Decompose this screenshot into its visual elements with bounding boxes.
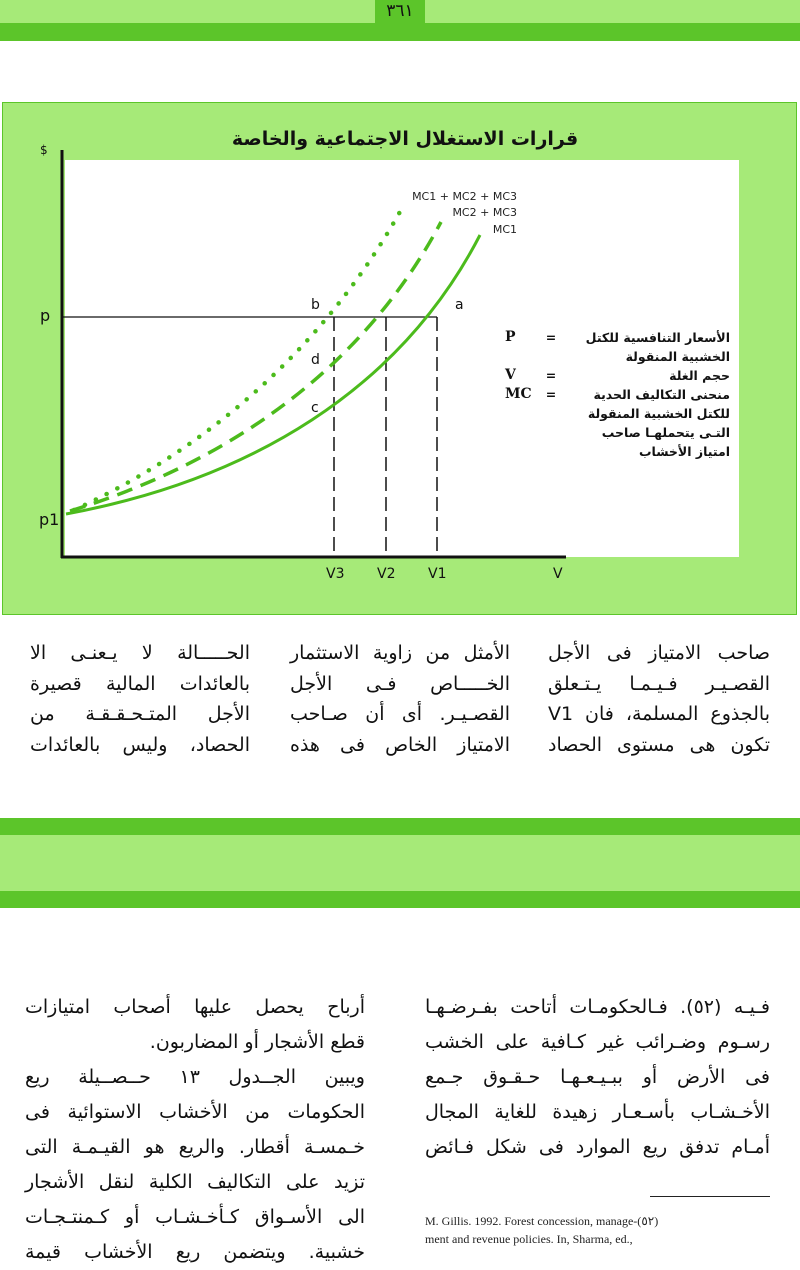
text-line: القصـيـر. أى أن صـاحب <box>290 703 510 725</box>
legend-symbol: P <box>505 329 516 345</box>
series-label-mc2-mc3: MC2 + MC3 <box>452 206 517 219</box>
text-column-left <box>30 638 250 760</box>
point-label-d: d <box>311 352 320 368</box>
body-column-left <box>25 990 365 1270</box>
text-line: فـيـه (٥٢). فـالحكومـات أتاحت بفـرضـهـا <box>425 996 771 1018</box>
text-line: الأجل المتـحـقـقـة من <box>30 703 250 725</box>
divider-band-dark-bottom <box>0 891 800 908</box>
text-line: تكون هى مستوى الحصاد <box>548 733 770 756</box>
text-line: بالعائدات المالية قصيرة <box>30 672 250 695</box>
y-tick-p1: p1 <box>39 510 60 529</box>
legend-row-mc <box>505 385 730 461</box>
legend-text: التـى يتحملهـا صاحب <box>601 425 730 440</box>
text-line: الحكومات من الأخشاب الاستوائية فى <box>25 1101 365 1123</box>
footnote-line: M. Gillis. 1992. Forest concession, manage-(٥٢) <box>425 1214 659 1228</box>
text-line: القصـيـر فـيـمـا يـتـعلق <box>548 672 770 695</box>
x-tick-v2: V2 <box>377 566 396 582</box>
legend-row-p <box>505 328 730 366</box>
point-label-a: a <box>455 297 464 313</box>
footnote-rule <box>650 1196 770 1197</box>
chart-title: قرارات الاستغلال الاجتماعية والخاصة <box>231 128 579 150</box>
point-label-b: b <box>311 297 320 313</box>
legend-row-v <box>505 366 730 385</box>
text-line: الأمثل من زاوية الاستثمار <box>290 642 510 664</box>
text-line: الأخـشـاب بأسـعـار زهيدة للغاية المجال <box>425 1101 770 1123</box>
text-line: رسـوم وضـرائب غير كـافية على الخشب <box>425 1031 770 1053</box>
text-line: بالجذوع المسلمة، فان V1 <box>548 703 770 725</box>
text-line: قطع الأشجار أو المضاربون. <box>149 1031 365 1053</box>
text-column-right <box>548 638 770 760</box>
y-tick-p: p <box>40 306 51 325</box>
legend-symbol: V <box>505 367 516 383</box>
text-line: خشبية. ويتضمن ريع الأخشاب قيمة <box>25 1241 365 1263</box>
text-line: الامتياز الخاص فى هذه <box>290 733 510 756</box>
legend-equals: = <box>545 330 557 345</box>
x-tick-v3: V3 <box>326 566 345 582</box>
legend-text: امتياز الأخشاب <box>638 444 730 459</box>
page-number: ٣٦١ <box>375 0 425 23</box>
text-line: الى الأسـواق كـأخـشـاب أو كـمنتـجـات <box>25 1206 365 1228</box>
text-column-middle <box>290 638 510 760</box>
text-line: ويبين الجــدول ١٣ حــصــيلة ريع <box>25 1066 365 1088</box>
footnote-line: ment and revenue policies. In, Sharma, ed., <box>425 1232 633 1246</box>
footnote <box>425 1212 770 1248</box>
legend-text: الأسعار التنافسية للكتل <box>585 330 730 345</box>
text-line: الحصاد، وليس بالعائدات <box>30 733 250 756</box>
divider-band-light <box>0 835 800 891</box>
y-axis-label: $ <box>40 143 48 157</box>
text-line: صاحب الامتياز فى الأجل <box>548 642 770 664</box>
series-mc1-mc2-mc3-dotted <box>74 210 401 510</box>
text-line: الحـــــالة لا يـعنـى الا <box>30 642 250 664</box>
chart-legend <box>505 328 730 461</box>
x-tick-v1: V1 <box>428 566 447 582</box>
legend-text: للكتل الخشبية المنقولة <box>587 406 730 421</box>
legend-symbol: MC <box>505 386 532 402</box>
legend-text: حجم الغلة <box>669 368 730 383</box>
point-label-c: c <box>311 400 319 416</box>
text-line: أرباح يحصل عليها أصحاب امتيازات <box>25 996 365 1018</box>
text-line: خـمسـة أقطار. والريع هو القيـمـة التى <box>25 1136 365 1158</box>
text-line: تزيد على التكاليف الكلية لنقل الأشجار <box>25 1171 365 1193</box>
text-line: فى الأرض أو ببـيـعـهـا حـقـوق جـمع <box>425 1066 770 1088</box>
legend-text: منحنى التكاليف الحدية <box>593 387 730 402</box>
series-label-mc1: MC1 <box>492 223 517 236</box>
x-axis-label: V <box>553 566 563 582</box>
legend-equals: = <box>545 387 557 402</box>
series-label-mc1-mc2-mc3: MC1 + MC2 + MC3 <box>412 190 517 203</box>
legend-equals: = <box>545 368 557 383</box>
legend-text: الخشبية المنقولة <box>625 349 730 364</box>
text-line: الخـــــاص فـى الأجل <box>290 672 510 695</box>
text-line: أمـام تدفق ريع الموارد فى شكل فـائض <box>425 1136 770 1158</box>
chart-svg <box>0 0 800 620</box>
body-column-right <box>425 990 770 1165</box>
divider-band-dark-top <box>0 818 800 835</box>
